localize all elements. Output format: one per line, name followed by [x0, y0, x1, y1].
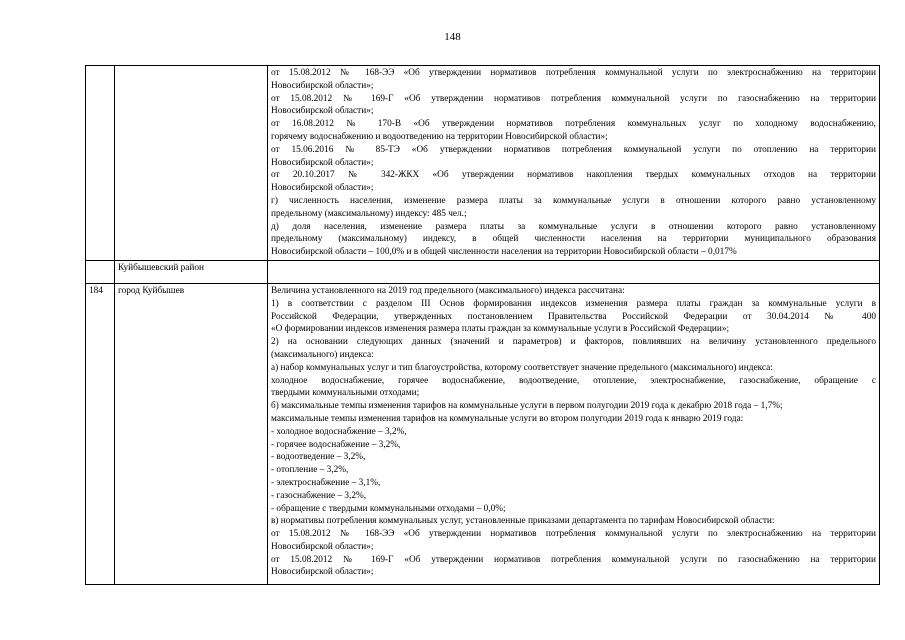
text-line: - электроснабжение – 3,1%,	[271, 477, 381, 488]
text-line: - газоснабжение – 3,2%,	[271, 490, 367, 501]
table-row	[86, 66, 880, 261]
row-number-cell	[86, 66, 115, 261]
description-cell	[268, 283, 880, 584]
text-line: холодное водоснабжение, горячее водоснабжение, водоотведение, отопление, электроснабжение, газоснабжение, обращение с	[271, 375, 876, 386]
table-row	[86, 283, 880, 584]
text-line: д) доля населения, изменение размера платы за коммунальные услуги в отношении которого равно установленному	[271, 221, 876, 232]
text-line: - обращение с твердыми коммунальными отходами – 0,0%;	[271, 503, 506, 514]
text-line: Новосибирской области»;	[271, 80, 374, 91]
municipality-cell: город Куйбышев	[115, 283, 268, 584]
description-cell	[268, 260, 880, 283]
text-line: Новосибирской области – 100,0% и в общей численности населения на территории Новосибирской области – 0,017%	[271, 247, 737, 258]
text-line: Новосибирской области»;	[271, 567, 374, 578]
text-line: - горячее водоснабжение – 3,2%,	[271, 439, 401, 450]
text-line: Новосибирской области»;	[271, 157, 374, 168]
text-line: 1) в соответствии с разделом III Основ формирования индексов изменения размера платы граждан за коммунальные услуги в	[271, 298, 876, 309]
row-number-cell: 184	[86, 283, 115, 584]
text-line: от 16.08.2012 № 170-В «Об утверждении нормативов потребления коммунальных услуг по холодному водоснабжению,	[271, 119, 876, 130]
table-row	[86, 260, 880, 283]
text-line: - холодное водоснабжение – 3,2%,	[271, 426, 407, 437]
text-line: Новосибирской области»;	[271, 541, 374, 552]
text-line: Российской Федерации, утвержденных постановлением Правительства Российской Федерации от 30.04.2014 № 400	[271, 311, 876, 322]
text-line: твердыми коммунальными отходами;	[271, 388, 420, 399]
text-line: максимальные темпы изменения тарифов на коммунальные услуги во втором полугодии 2019 года к январю 2019 года:	[271, 413, 744, 424]
district-cell: Куйбышевский район	[115, 260, 268, 283]
text-line: от 15.08.2012 № 169-Г «Об утверждении нормативов потребления коммунальной услуги по газоснабжению на территории	[271, 93, 876, 104]
text-line: Новосибирской области»;	[271, 106, 374, 117]
document-table	[85, 65, 880, 585]
text-line: - водоотведение – 3,2%,	[271, 452, 366, 463]
text-line: предельному (максимальному) индексу: 485 чел.;	[271, 208, 467, 219]
text-line: от 15.08.2012 № 169-Г «Об утверждении нормативов потребления коммунальной услуги по газоснабжению на территории	[271, 554, 876, 565]
text-line: от 15.06.2016 № 85-ТЭ «Об утверждении нормативов потребления коммунальной услуги по отоплению на территории	[271, 144, 876, 155]
municipality-cell	[115, 66, 268, 261]
text-line: б) максимальные темпы изменения тарифов на коммунальные услуги в первом полугодии 2019 года к декабрю 2018 года – 1,7%;	[271, 401, 783, 412]
text-line: горячему водоснабжению и водоотведению на территории Новосибирской области»;	[271, 131, 608, 142]
description-cell	[268, 66, 880, 261]
text-line: от 20.10.2017 № 342-ЖКХ «Об утверждении нормативов накопления твердых коммунальных отходов на территории	[271, 170, 876, 181]
text-line: 2) на основании следующих данных (значений и параметров) и факторов, повлиявших на величину установленного предельного	[271, 337, 876, 348]
text-line: «О формировании индексов изменения размера платы граждан за коммунальные услуги в Российской Федерации»;	[271, 324, 730, 335]
text-line: в) нормативы потребления коммунальных услуг, установленные приказами департамента по тарифам Новосибирской области:	[271, 516, 775, 527]
text-line: от 15.08.2012 № 168-ЭЭ «Об утверждении нормативов потребления коммунальной услуги по электроснабжению на территории	[271, 529, 876, 540]
text-line: - отопление – 3,2%,	[271, 465, 349, 476]
text-line: Величина установленного на 2019 год предельного (максимального) индекса рассчитана:	[271, 285, 625, 296]
text-line: предельному (максимальному) индексу, в общей численности населения на территории муниципального образования	[271, 234, 876, 245]
text-line: от 15.08.2012 № 168-ЭЭ «Об утверждении нормативов потребления коммунальной услуги по электроснабжению на территории	[271, 68, 876, 78]
row-number-cell	[86, 260, 115, 283]
text-line: Новосибирской области»;	[271, 183, 374, 194]
text-line: а) набор коммунальных услуг и тип благоустройства, которому соответствует значение предельного (максимального) индекса:	[271, 362, 773, 373]
text-line: г) численность населения, изменение размера платы за коммунальные услуги в отношении которого равно установленному	[271, 195, 876, 206]
text-line: (максимального) индекса:	[271, 349, 374, 360]
page-number: 148	[444, 31, 461, 43]
